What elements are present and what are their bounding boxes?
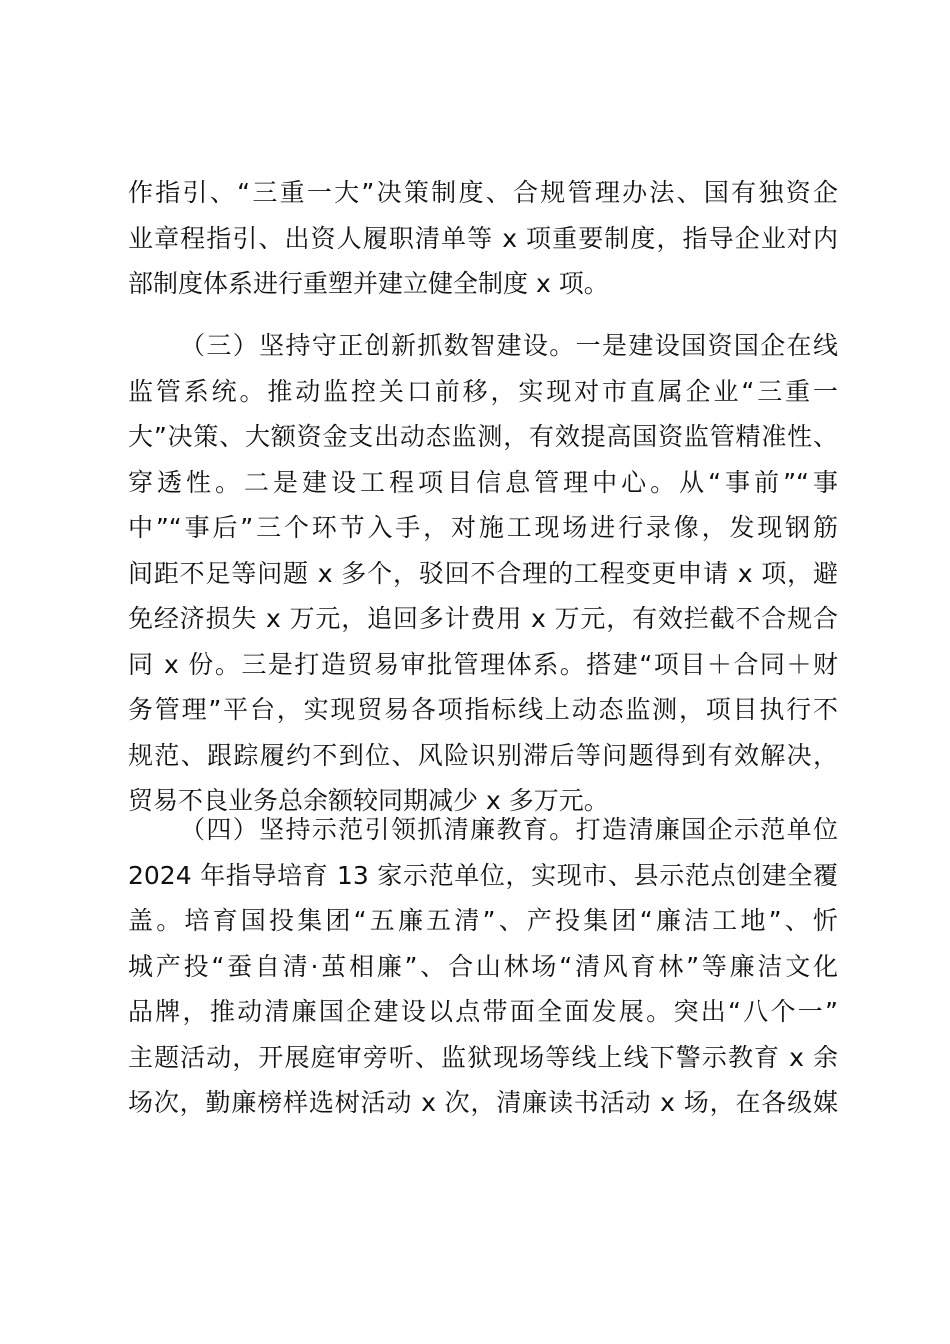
paragraph-line: 贸易不良业务总余额较同期减少 x 多万元。 (128, 786, 609, 815)
paragraph-2-section-three (128, 323, 838, 824)
paragraph-line: 规范、跟踪履约不到位、风险识别滞后等问题得到有效解决， (128, 740, 838, 770)
section-heading-line: （三）坚持守正创新抓数智建设。一是建设国资国企在线 (180, 331, 838, 360)
paragraph-line: 部制度体系进行重塑并建立健全制度 x 项。 (128, 269, 609, 298)
paragraph-line: 品牌，推动清廉国企建设以点带面全面发展。突出“八个一” (128, 997, 838, 1026)
paragraph-line: 城产投“蚕自清·茧相廉”、合山林场“清风育林”等廉洁文化 (128, 951, 838, 981)
paragraph-line: 大”决策、大额资金支出动态监测，有效提高国资监管精准性、 (128, 422, 838, 451)
paragraph-line: 同 x 份。三是打造贸易审批管理体系。搭建“项目＋合同＋财 (128, 649, 838, 679)
paragraph-line: 间距不足等问题 x 多个，驳回不合理的工程变更申请 x 项，避 (128, 558, 838, 588)
paragraph-line: 务管理”平台，实现贸易各项指标线上动态监测，项目执行不 (128, 695, 838, 724)
paragraph-line: 主题活动，开展庭审旁听、监狱现场等线上线下警示教育 x 余 (128, 1042, 838, 1072)
paragraph-line: 2024 年指导培育 13 家示范单位，实现市、县示范点创建全覆 (128, 860, 838, 890)
paragraph-line: 业章程指引、出资人履职清单等 x 项重要制度，指导企业对内 (128, 223, 838, 253)
paragraph-line: 中”“事后”三个环节入手，对施工现场进行录像，发现钢筋 (128, 513, 838, 542)
paragraph-line: 场次，勤廉榜样选树活动 x 次，清廉读书活动 x 场，在各级媒 (128, 1088, 838, 1117)
paragraph-line: 穿透性。二是建设工程项目信息管理中心。从“事前”“事 (128, 467, 838, 497)
section-heading-line: （四）坚持示范引领抓清廉教育。打造清廉国企示范单位 (180, 815, 838, 844)
paragraph-line: 作指引、“三重一大”决策制度、合规管理办法、国有独资企 (128, 178, 838, 207)
paragraph-line: 监管系统。推动监控关口前移，实现对市直属企业“三重一 (128, 376, 838, 406)
paragraph-line: 免经济损失 x 万元，追回多计费用 x 万元，有效拦截不合规合 (128, 604, 838, 633)
paragraph-1 (128, 170, 838, 307)
paragraph-3-section-four (128, 807, 838, 1126)
paragraph-line: 盖。培育国投集团“五廉五清”、产投集团“廉洁工地”、忻 (128, 906, 838, 935)
